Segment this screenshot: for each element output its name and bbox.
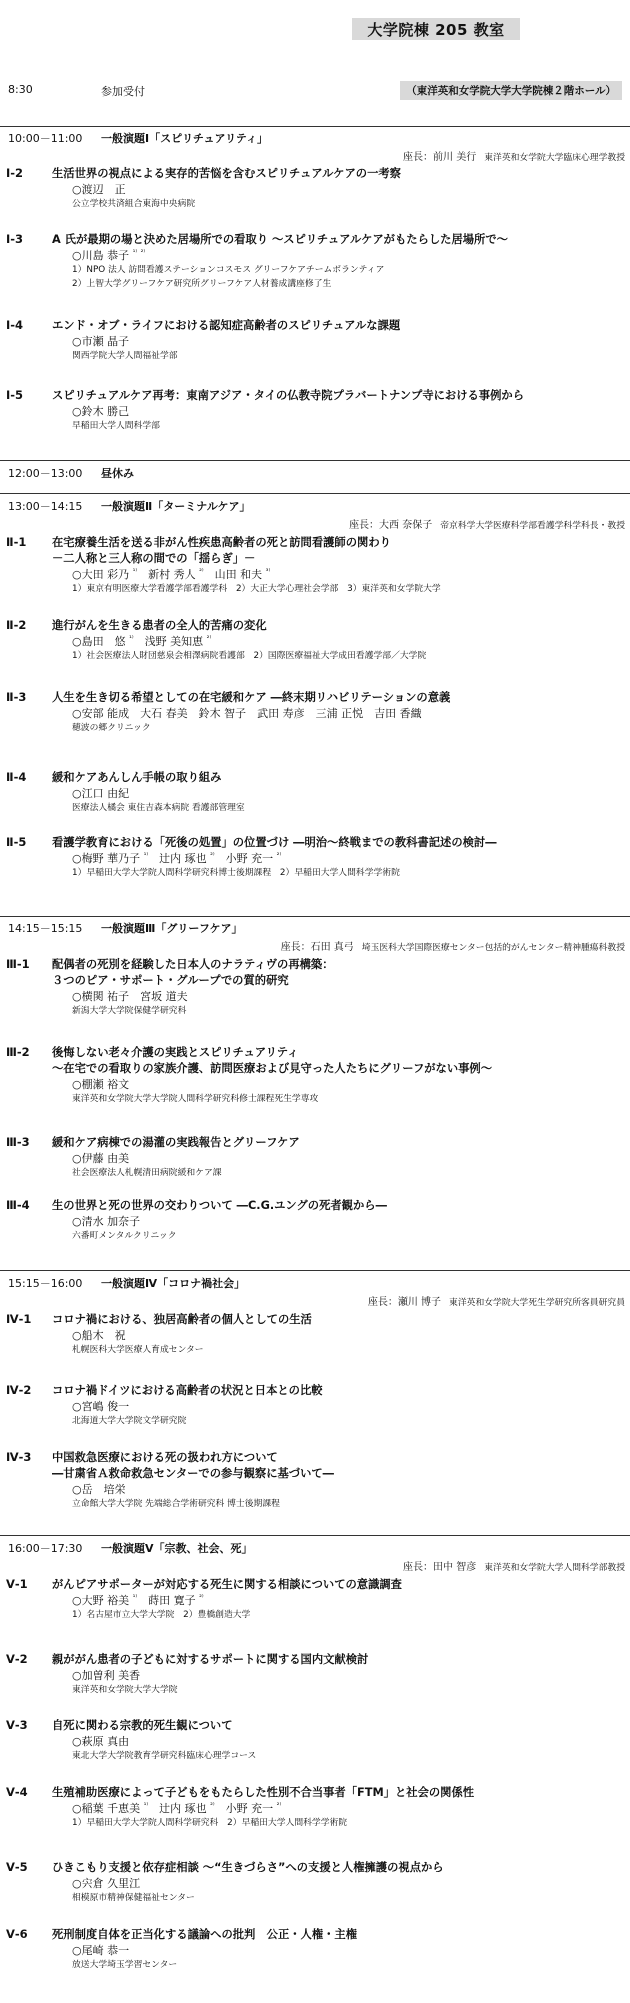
affiliation-marker: ²⁾ — [276, 851, 282, 860]
presentation-title: 親ががん患者の子どもに対するサポートに関する国内文献検討 — [52, 1653, 369, 1666]
presentation-title: エンド・オブ・ライフにおける認知症高齢者のスピリチュアルな課題 — [52, 319, 401, 332]
affiliation-marker: ¹⁾ — [132, 567, 138, 576]
presentation-affiliation: 穂波の郷クリニック — [72, 723, 151, 733]
session-time: 14:15－15:15 — [8, 922, 83, 935]
presentation-title: 在宅療養生活を送る非がん性疾患高齢者の死と訪問看護師の関わり — [52, 536, 391, 549]
presentation-item — [6, 232, 626, 291]
session-chair — [403, 148, 625, 163]
presentation-affiliation: 六番町メンタルクリニック — [72, 1231, 177, 1241]
presentation-affiliation: 1）名古屋市立大学大学院 2）豊橋創造大学 — [72, 1610, 251, 1620]
presentation-number: Ⅳ-2 — [6, 1383, 32, 1397]
presentation-title: 中国救急医療における死の扱われ方について — [52, 1451, 278, 1464]
affiliation-marker: ²⁾ — [199, 1593, 204, 1602]
presentation-number: Ⅱ-2 — [6, 618, 27, 632]
presentation-item — [6, 1045, 626, 1106]
chair-affiliation: 帝京科学大学医療科学部看護学科学科長・教授 — [440, 521, 625, 531]
presentation-title: ひきこもり支援と依存症相談 ～“生きづらさ”への支援と人権擁護の視点から — [52, 1861, 444, 1874]
chair-name: 座長：瀬川 博子 — [367, 1297, 442, 1308]
affiliation-marker: ¹⁾ — [143, 1801, 149, 1810]
presentation-authors: ○横関 祐子 宮坂 道夫 — [72, 990, 188, 1003]
presentation-affiliation: 関西学院大学人間福祉学部 — [72, 351, 178, 361]
presentation-number: Ⅱ-3 — [6, 690, 27, 704]
presentation-affiliation: 1）NPO 法人 訪問看護ステーションコスモス グリーフケアチームボランティア — [72, 265, 385, 275]
presentation-number: Ⅰ-3 — [6, 232, 24, 246]
presentation-title: 緩和ケアあんしん手帳の取り組み — [52, 771, 222, 784]
presentation-item — [6, 1577, 626, 1622]
presentation-item — [6, 166, 626, 211]
presentation-title: 後悔しない老々介護の実践とスピリチュアリティ — [52, 1046, 299, 1059]
presentation-number: Ⅳ-3 — [6, 1450, 32, 1464]
presentation-affiliation: 相模原市精神保健福祉センター — [72, 1893, 195, 1903]
presentation-item — [6, 690, 626, 735]
presentation-authors: ○尾崎 恭一 — [72, 1944, 130, 1957]
session-divider — [0, 460, 630, 461]
presentation-authors: ○萩原 真由 — [72, 1735, 130, 1748]
presentation-number: Ⅱ-4 — [6, 770, 27, 784]
presentation-number: Ⅴ-6 — [6, 1927, 28, 1941]
presentation-item — [6, 1383, 626, 1428]
presentation-item — [6, 1135, 626, 1180]
presentation-title: 生殖補助医療によって子どもをもたらした性別不合当事者「FTM」と社会の関係性 — [52, 1786, 475, 1799]
chair-name: 座長：大西 奈保子 — [349, 520, 433, 531]
presentation-title: －二人称と三人称の間での「揺らぎ」－ — [52, 552, 256, 565]
session-name: 昼休み — [101, 467, 134, 480]
presentation-number: Ⅰ-5 — [6, 388, 24, 402]
presentation-title: 死刑制度自体を正当化する議論への批判 公正・人権・主権 — [52, 1928, 358, 1941]
presentation-title: ―甘粛省Ａ救命救急センターでの参与観察に基づいて― — [52, 1467, 334, 1480]
presentation-title: 生の世界と死の世界の交わりついて ―C.G.ユングの死者観から― — [52, 1199, 387, 1212]
registration-time: 8:30 — [8, 83, 33, 96]
room-label: 大学院棟 205 教室 — [352, 18, 520, 40]
presentation-authors: ○大野 裕美 $^{^{1)}}$ 蒔田 寛子 $^{^{2)}}$ — [72, 1593, 204, 1607]
presentation-number: Ⅳ-1 — [6, 1312, 32, 1326]
presentation-number: Ⅴ-2 — [6, 1652, 28, 1666]
presentation-title: がんピアサポーターが対応する死生に関する相談についての意識調査 — [52, 1578, 402, 1591]
presentation-affiliation: 放送大学埼玉学習センター — [72, 1960, 178, 1970]
affiliation-marker: ³⁾ — [265, 567, 271, 576]
presentation-affiliation: 東北大学大学院教育学研究科臨床心理学コース — [72, 1751, 257, 1761]
presentation-affiliation: 1）東京有明医療大学看護学部看護学科 2）大正大学心理社会学部 3）東洋英和女学院大学 — [72, 584, 441, 594]
presentation-authors: ○市瀬 晶子 — [72, 335, 130, 348]
presentation-item — [6, 318, 626, 363]
affiliation-marker: ²⁾ — [206, 634, 212, 643]
presentation-authors: ○渡辺 正 — [72, 183, 126, 196]
presentation-item — [6, 1718, 626, 1763]
session-name: 一般演題Ⅴ「宗教、社会、死」 — [101, 1542, 253, 1555]
presentation-affiliation: 1）早稲田大学大学院人間科学研究科 2）早稲田大学人間科学学術院 — [72, 1818, 348, 1828]
presentation-title: 自死に関わる宗教的死生観について — [52, 1719, 233, 1732]
session-name: 一般演題Ⅳ「コロナ禍社会」 — [101, 1277, 246, 1290]
presentation-item — [6, 1312, 626, 1357]
presentation-title: ～在宅での看取りの家族介護、訪問医療および見守った人たちにグリーフがない事例～ — [52, 1062, 493, 1075]
chair-name: 座長：田中 智彦 — [403, 1562, 477, 1573]
presentation-number: Ⅴ-1 — [6, 1577, 28, 1591]
presentation-affiliation: 早稲田大学人間科学部 — [72, 421, 160, 431]
presentation-number: Ⅲ-1 — [6, 957, 30, 971]
presentation-number: Ⅴ-4 — [6, 1785, 28, 1799]
session-chair — [349, 516, 625, 531]
presentation-affiliation: 東洋英和女学院大学大学院人間科学研究科修士課程死生学専攻 — [72, 1094, 319, 1104]
presentation-item — [6, 770, 626, 815]
presentation-authors: ○安部 能成 大石 春美 鈴木 智子 武田 寿彦 三浦 正悦 吉田 香織 — [72, 707, 422, 720]
presentation-authors: ○船木 祝 — [72, 1329, 126, 1342]
presentation-title: 看護学教育における「死後の処置」の位置づけ ―明治～終戦までの教科書記述の検討― — [52, 836, 497, 849]
presentation-title: A 氏が最期の場と決めた居場所での看取り ～スピリチュアルケアがもたらした居場所で～ — [52, 233, 508, 246]
presentation-item — [6, 1450, 626, 1511]
session-chair — [403, 1558, 625, 1573]
affiliation-marker: ¹⁾ — [132, 248, 138, 257]
presentation-affiliation: 公立学校共済組合東海中央病院 — [72, 199, 196, 209]
presentation-title: 生活世界の視点による実存的苦悩を含むスピリチュアルケアの一考察 — [52, 167, 401, 180]
presentation-authors: ○棚瀬 裕文 — [72, 1078, 130, 1091]
presentation-number: Ⅲ-3 — [6, 1135, 30, 1149]
session-divider — [0, 1535, 630, 1536]
presentation-title: 進行がんを生きる患者の全人的苦痛の変化 — [52, 619, 267, 632]
presentation-item — [6, 535, 626, 596]
presentation-authors: ○岳 培栄 — [72, 1483, 126, 1496]
presentation-authors: ○江口 由紀 — [72, 787, 130, 800]
affiliation-marker: ²⁾ — [140, 248, 146, 257]
presentation-number: Ⅴ-5 — [6, 1860, 28, 1874]
presentation-number: Ⅴ-3 — [6, 1718, 28, 1732]
presentation-number: Ⅱ-5 — [6, 835, 27, 849]
affiliation-marker: ²⁾ — [210, 1801, 215, 1810]
session-time: 15:15－16:00 — [8, 1277, 83, 1290]
presentation-number: Ⅰ-2 — [6, 166, 24, 180]
affiliation-marker: ¹⁾ — [143, 851, 149, 860]
chair-name: 座長：石田 真弓 — [280, 942, 354, 953]
chair-affiliation: 東洋英和女学院大学人間科学部教授 — [484, 1563, 625, 1573]
presentation-authors: ○伊藤 由美 — [72, 1152, 130, 1165]
presentation-authors: ○加曽利 美香 — [72, 1669, 141, 1682]
presentation-item — [6, 618, 626, 663]
presentation-affiliation: 札幌医科大学医療人育成センター — [72, 1345, 204, 1355]
session-time: 12:00－13:00 — [8, 467, 83, 480]
session-time: 13:00－14:15 — [8, 500, 83, 513]
presentation-affiliation: 東洋英和女学院大学大学院 — [72, 1685, 178, 1695]
chair-name: 座長：前川 美行 — [403, 152, 477, 163]
presentation-authors: ○宮嶋 俊一 — [72, 1400, 130, 1413]
presentation-authors: ○川島 恭子 $^{^{1)}}$ $^{^{2)}}$ — [72, 248, 146, 262]
chair-affiliation: 東洋英和女学院大学死生学研究所客員研究員 — [449, 1298, 625, 1308]
presentation-item — [6, 1927, 626, 1972]
presentation-authors: ○島田 悠 $^{^{1)}}$ 浅野 美知恵 $^{^{2)}}$ — [72, 634, 212, 648]
presentation-affiliation: 2）上智大学グリーフケア研究所グリーフケア人材養成講座修了生 — [72, 279, 332, 289]
chair-affiliation: 埼玉医科大学国際医療センター包括的がんセンター精神腫瘍科教授 — [361, 943, 625, 953]
session-time: 16:00－17:30 — [8, 1542, 83, 1555]
presentation-authors: ○鈴木 勝己 — [72, 405, 130, 418]
registration-row — [8, 83, 622, 99]
presentation-authors: ○宍倉 久里江 — [72, 1877, 141, 1890]
presentation-title: 人生を生き切る希望としての在宅緩和ケア ―終末期リハビリテーションの意義 — [52, 691, 451, 704]
presentation-number: Ⅱ-1 — [6, 535, 27, 549]
presentation-title: 配偶者の死別を経験した日本人のナラティヴの再構築： — [52, 958, 334, 971]
presentation-number: Ⅰ-4 — [6, 318, 24, 332]
chair-affiliation: 東洋英和女学院大学臨床心理学教授 — [484, 153, 625, 163]
presentation-affiliation: 新潟大学大学院保健学研究科 — [72, 1006, 187, 1016]
presentation-number: Ⅲ-2 — [6, 1045, 30, 1059]
session-chair — [368, 1293, 625, 1308]
presentation-item — [6, 1198, 626, 1243]
session-chair — [281, 938, 625, 953]
registration-place: （東洋英和女学院大学大学院棟２階ホール） — [400, 81, 622, 100]
presentation-title: 緩和ケア病棟での湯灌の実践報告とグリーフケア — [52, 1136, 300, 1149]
presentation-number: Ⅲ-4 — [6, 1198, 30, 1212]
presentation-authors: ○稲葉 千恵美 $^{^{1)}}$ 辻内 琢也 $^{^{2)}}$ 小野 充一 $^{^{2)}}$ — [72, 1801, 282, 1815]
session-name: 一般演題Ⅲ「グリーフケア」 — [101, 922, 243, 935]
presentation-title: ３つのピア・サポート・グループでの質的研究 — [52, 974, 289, 987]
session-name: 一般演題Ⅱ「ターミナルケア」 — [101, 500, 251, 513]
affiliation-marker: ²⁾ — [210, 851, 215, 860]
presentation-item — [6, 957, 626, 1018]
presentation-affiliation: 立命館大学大学院 先端総合学術研究科 博士後期課程 — [72, 1499, 280, 1509]
presentation-item — [6, 388, 626, 433]
affiliation-marker: ¹⁾ — [132, 1593, 138, 1602]
session-divider — [0, 916, 630, 917]
affiliation-marker: ¹⁾ — [129, 634, 134, 643]
presentation-affiliation: 医療法人橘会 東住吉森本病院 看護部管理室 — [72, 803, 245, 813]
presentation-item — [6, 835, 626, 880]
presentation-affiliation: 1）早稲田大学大学院人間科学研究科博士後期課程 2）早稲田大学人間科学学術院 — [72, 868, 400, 878]
presentation-authors: ○清水 加奈子 — [72, 1215, 141, 1228]
registration-label: 参加受付 — [101, 85, 145, 98]
presentation-item — [6, 1652, 626, 1697]
affiliation-marker: ²⁾ — [276, 1801, 282, 1810]
presentation-affiliation: 社会医療法人札幌清田病院緩和ケア課 — [72, 1168, 222, 1178]
presentation-title: スピリチュアルケア再考：東南アジア・タイの仏教寺院プラバートナンプ寺における事例から — [52, 389, 524, 402]
session-time: 10:00－11:00 — [8, 132, 83, 145]
presentation-affiliation: 北海道大学大学院文学研究院 — [72, 1416, 187, 1426]
session-divider — [0, 493, 630, 494]
presentation-affiliation: 1）社会医療法人財団慈泉会相澤病院看護部 2）国際医療福祉大学成田看護学部／大学院 — [72, 651, 427, 661]
session-divider — [0, 1270, 630, 1271]
presentation-authors: ○大田 彩乃 $^{^{1)}}$ 新村 秀人 $^{^{2)}}$ 山田 和夫 $^{^{3)}}$ — [72, 567, 271, 581]
session-divider — [0, 126, 630, 127]
affiliation-marker: ²⁾ — [199, 567, 204, 576]
presentation-item — [6, 1860, 626, 1905]
session-name: 一般演題Ⅰ「スピリチュアリティ」 — [101, 132, 269, 145]
presentation-authors: ○梅野 華乃子 $^{^{1)}}$ 辻内 琢也 $^{^{2)}}$ 小野 充一 $^{^{2)}}$ — [72, 851, 282, 865]
presentation-item — [6, 1785, 626, 1830]
presentation-title: コロナ禍における、独居高齢者の個人としての生活 — [52, 1313, 312, 1326]
presentation-title: コロナ禍ドイツにおける高齢者の状況と日本との比較 — [52, 1384, 323, 1397]
